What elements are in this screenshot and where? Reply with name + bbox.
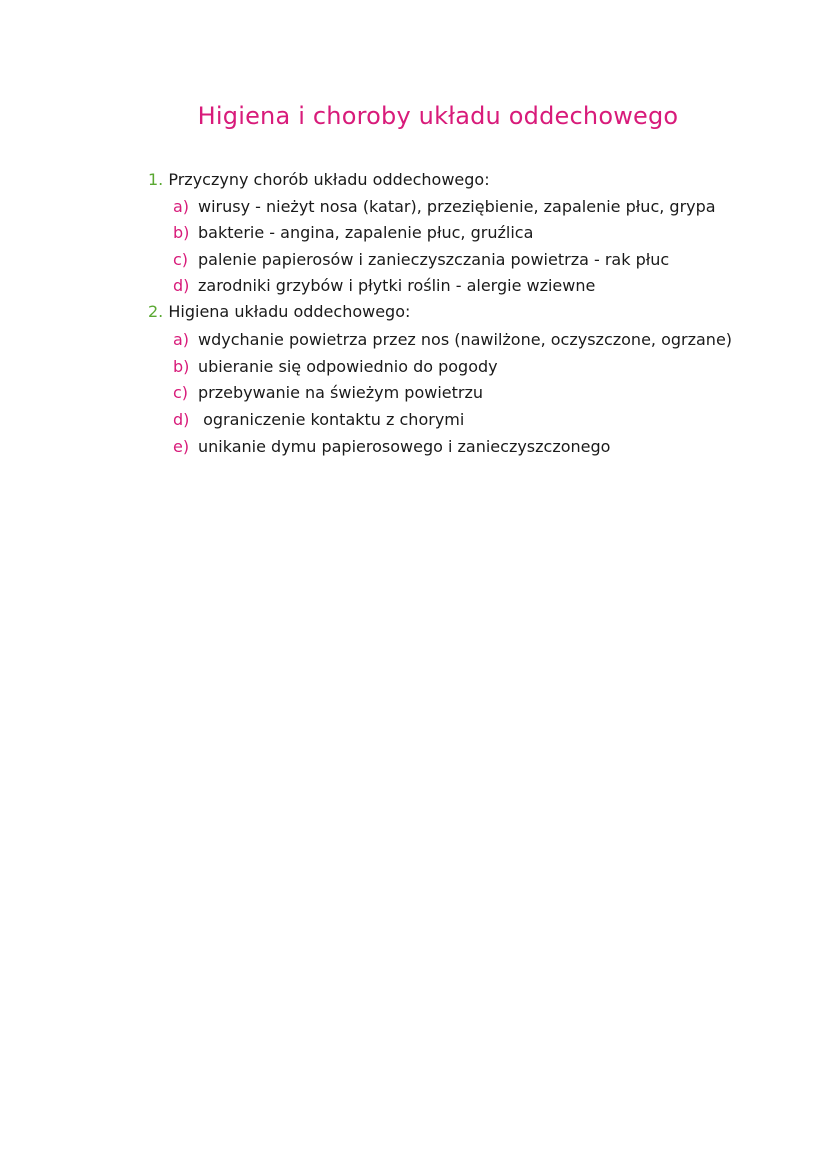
section-heading-text: Przyczyny chorób układu oddechowego:	[168, 170, 490, 189]
section-number: 2.	[148, 302, 164, 321]
section-heading-1	[148, 170, 490, 190]
list-item-letter: e)	[173, 437, 190, 456]
list-item-text: zarodniki grzybów i płytki roślin - alergie wziewne	[198, 276, 596, 295]
list-item-letter: c)	[173, 383, 189, 402]
list-item-text: ograniczenie kontaktu z chorymi	[198, 410, 465, 429]
list-item-letter: c)	[173, 250, 189, 269]
list-item-text: palenie papierosów i zanieczyszczania powietrza - rak płuc	[198, 250, 670, 269]
list-item	[173, 276, 595, 296]
list-item-letter: d)	[173, 276, 190, 295]
list-item	[173, 410, 464, 430]
section-heading-2	[148, 302, 410, 322]
list-item-letter: b)	[173, 223, 190, 242]
list-item-text: unikanie dymu papierosowego i zanieczyszczonego	[198, 437, 611, 456]
list-item	[173, 383, 483, 403]
list-item-text: wirusy - nieżyt nosa (katar), przeziębienie, zapalenie płuc, grypa	[198, 197, 716, 216]
page-title: Higiena i choroby układu oddechowego	[197, 102, 679, 130]
list-item	[173, 357, 498, 377]
list-item	[173, 437, 610, 457]
list-item	[173, 223, 533, 243]
list-item	[173, 197, 716, 217]
list-item-letter: a)	[173, 197, 190, 216]
list-item	[173, 330, 732, 350]
list-item-letter: d)	[173, 410, 190, 429]
list-item-text: przebywanie na świeżym powietrzu	[198, 383, 483, 402]
section-number: 1.	[148, 170, 164, 189]
list-item-text: wdychanie powietrza przez nos (nawilżone, oczyszczone, ogrzane)	[198, 330, 733, 349]
section-heading-text: Higiena układu oddechowego:	[168, 302, 411, 321]
list-item-letter: a)	[173, 330, 190, 349]
list-item-letter: b)	[173, 357, 190, 376]
list-item-text: ubieranie się odpowiednio do pogody	[198, 357, 498, 376]
list-item	[173, 250, 669, 270]
list-item-text: bakterie - angina, zapalenie płuc, gruźlica	[198, 223, 534, 242]
